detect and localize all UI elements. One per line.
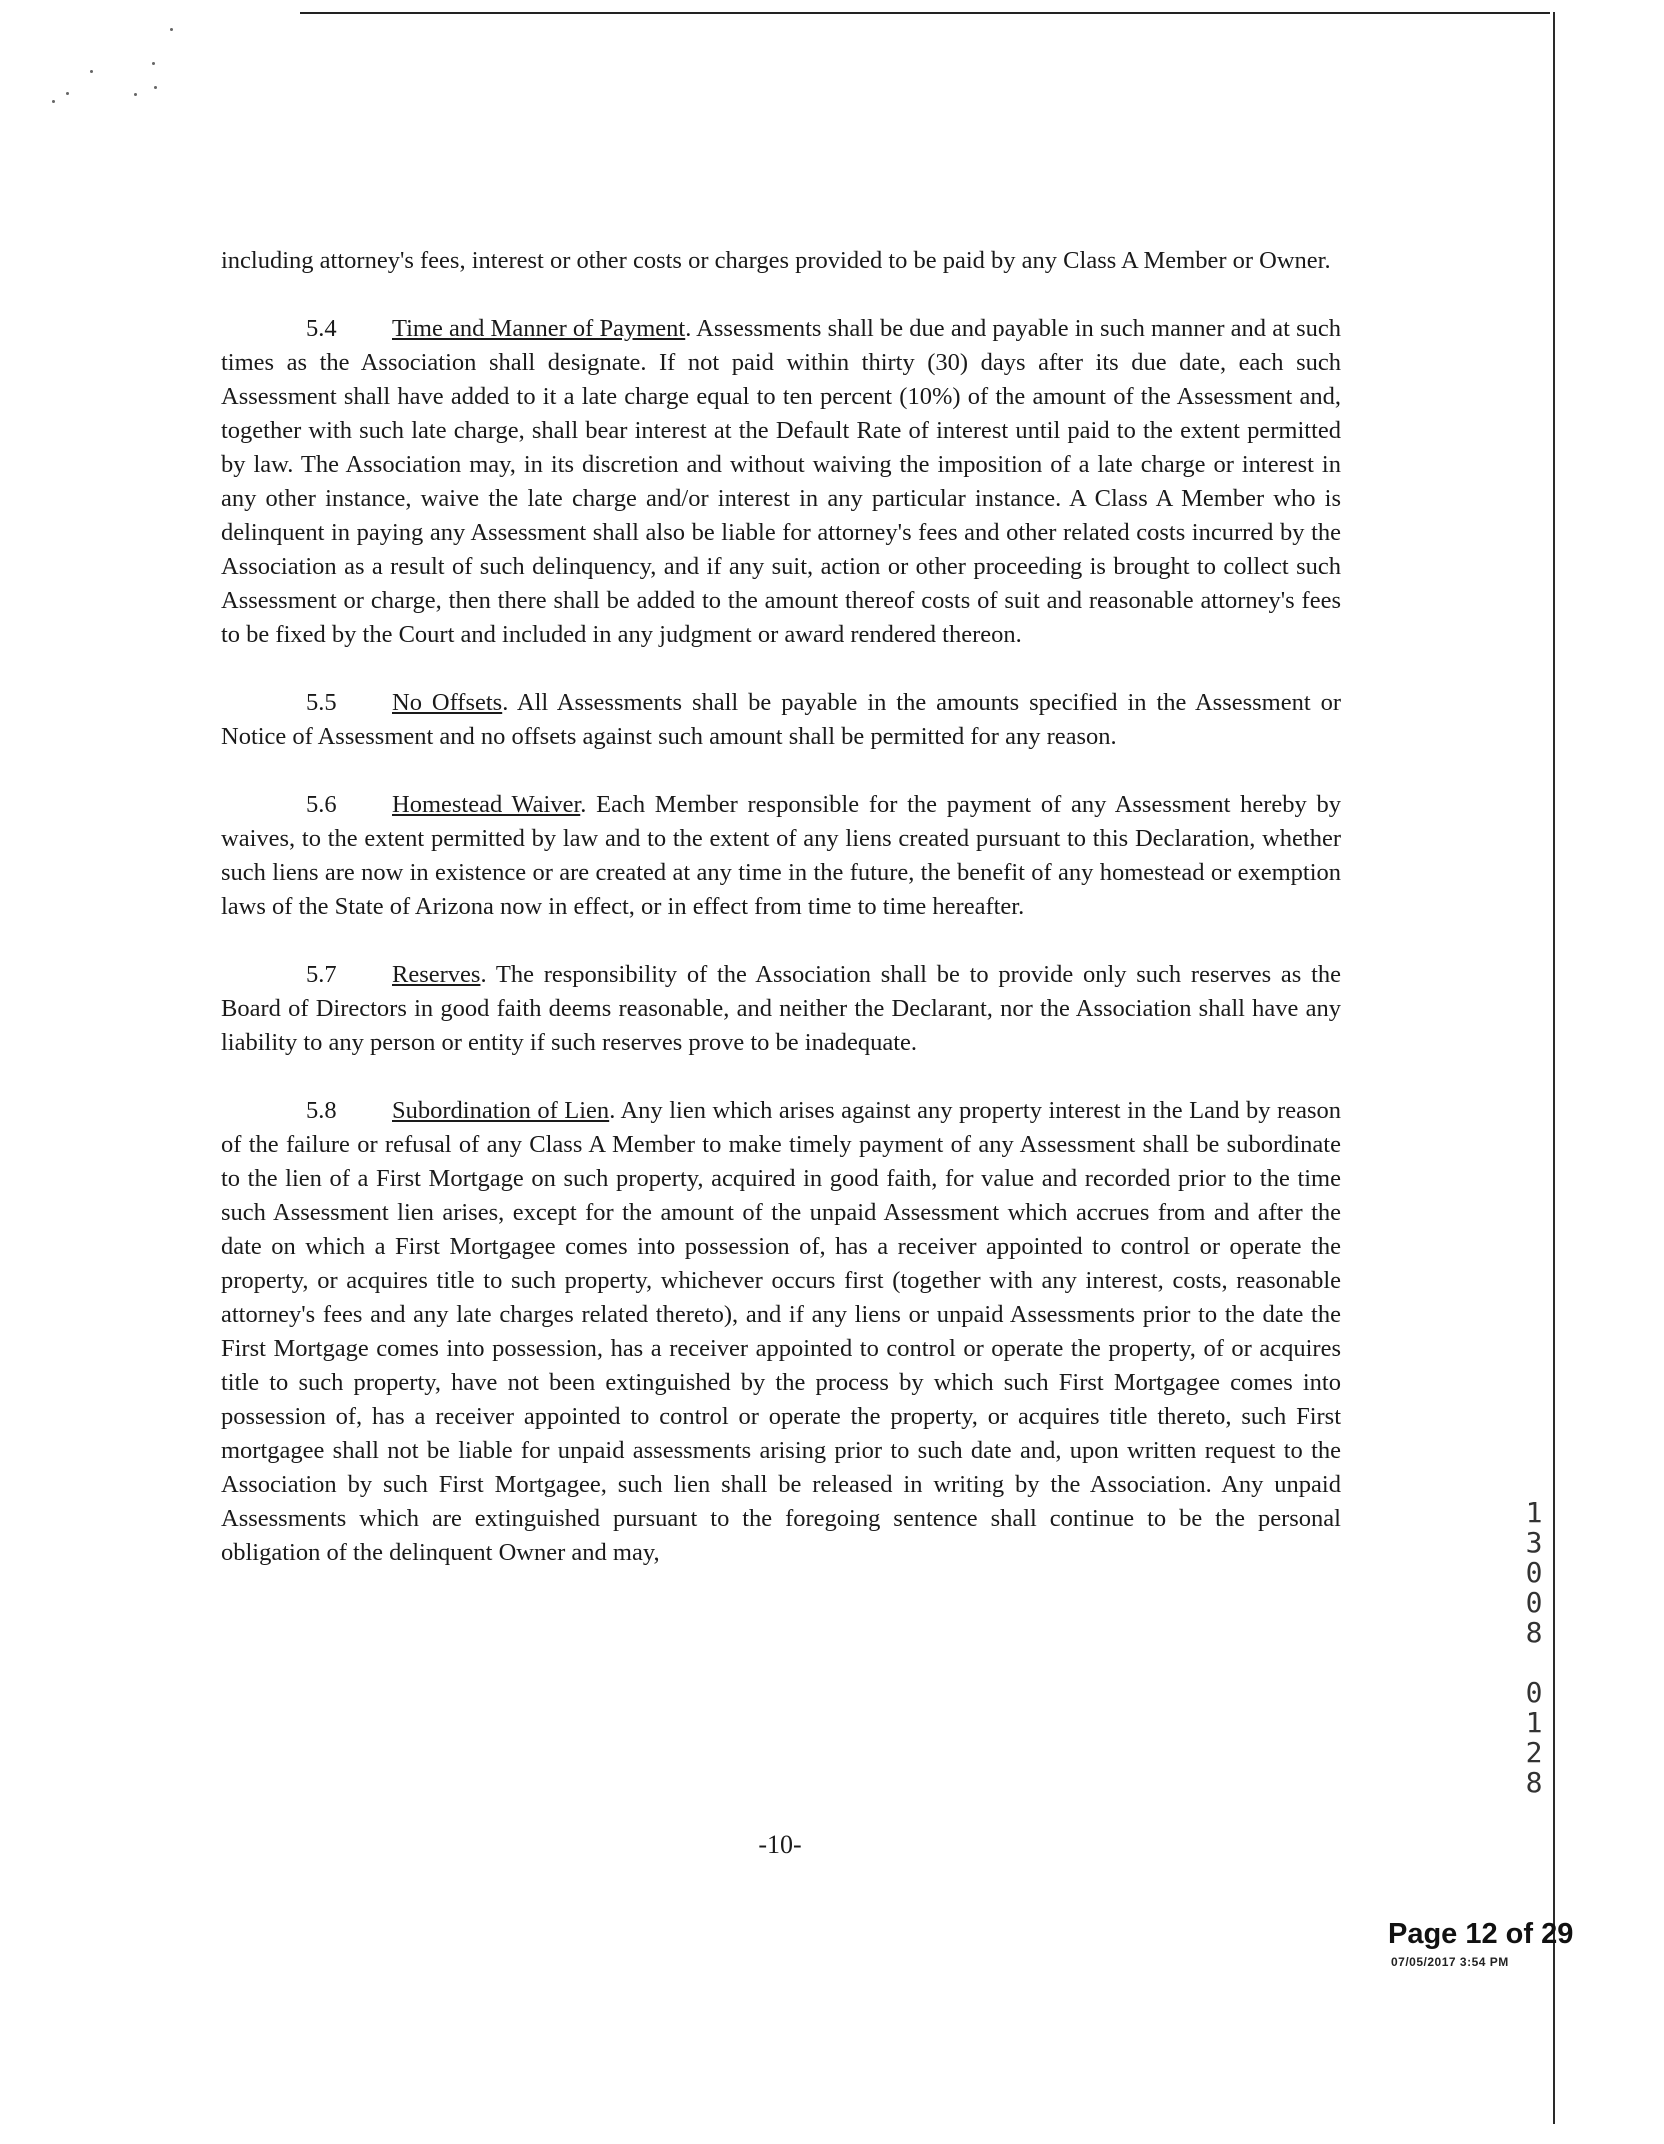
top-border-line — [300, 12, 1550, 14]
recording-number-digit: 8 — [1525, 1766, 1543, 1799]
recording-number-digit: 0 — [1525, 1556, 1543, 1589]
section-text: . Each Member responsible for the payment of any Assessment hereby by waives, to the extent permitted by law and to the extent of any liens created pursuant to this Declaration, whether such liens are now in existence or are created at any time in the future, the benefit of any homestead or exemption laws of the State of Arizona now in effect, or in effect from time to time hereafter. — [221, 791, 1341, 920]
section-text: . The responsibility of the Association shall be to provide only such reserves as the Board of Directors in good faith deems reasonable, and neither the Declarant, nor the Association shall have any liability to any person or entity if such reserves prove to be inadequate. — [221, 961, 1341, 1056]
section-text: . All Assessments shall be payable in the amounts specified in the Assessment or Notice of Assessment and no offsets against such amount shall be permitted for any reason. — [221, 689, 1341, 750]
recording-number-digit: 3 — [1525, 1526, 1543, 1559]
recording-number-digit: 0 — [1525, 1586, 1543, 1619]
scan-speck — [66, 92, 69, 95]
right-border-line — [1553, 12, 1555, 2124]
recording-number-glyphs — [1518, 1498, 1550, 1798]
continuation-paragraph: including attorney's fees, interest or other costs or charges provided to be paid by any Class A Member or Owner. — [221, 247, 1331, 274]
section-title: Homestead Waiver — [392, 791, 581, 818]
section-text: . Any lien which arises against any property interest in the Land by reason of the failure or refusal of any Class A Member to make timely payment of any Assessment shall be subordinate to the lien of a First Mortgage on such property, acquired in good faith, for value and recorded prior to the time such Assessment lien arises, except for the amount of the unpaid Assessment which accrues from and after the date on which a First Mortgagee comes into possession of, has a receiver appointed to control or operate the property, or acquires title to such property, whichever occurs first (together with any interest, costs, reasonable attorney's fees and any late charges related thereto), and if any liens or unpaid Assessments prior to the date the First Mortgage comes into possession, has a receiver appointed to control or operate the property, of or acquires title to such property, have not been extinguished by the process by which such First Mortgagee comes into possession of, has a receiver appointed to control or operate the property, or acquires title thereto, such First mortgagee shall not be liable for unpaid assessments arising prior to such date and, upon written request to the Association by such First Mortgagee, such lien shall be released in writing by the Association. Any unpaid Assessments which are extinguished pursuant to the foregoing sentence shall continue to be the personal obligation of the delinquent Owner and may, — [221, 1097, 1341, 1566]
section-number: 5.7 — [306, 961, 337, 988]
stamp-timestamp: 07/05/2017 3:54 PM — [1391, 1955, 1509, 1969]
recording-number-digit: 1 — [1525, 1496, 1543, 1529]
scan-speck — [134, 93, 137, 96]
section-5-4 — [221, 312, 1341, 652]
scan-speck — [154, 86, 157, 89]
page-number: -10- — [758, 1830, 802, 1859]
section-text: . Assessments shall be due and payable in such manner and at such times as the Association shall designate. If not paid within thirty (30) days after its due date, each such Assessment shall have added to it a late charge equal to ten percent (10%) of the amount of the Assessment and, together with such late charge, shall bear interest at the Default Rate of interest until paid to the extent permitted by law. The Association may, in its discretion and without waiving the imposition of a late charge or interest in any other instance, waive the late charge and/or interest in any particular instance. A Class A Member who is delinquent in paying any Assessment shall also be liable for attorney's fees and other related costs incurred by the Association as a result of such delinquency, and if any suit, action or other proceeding is brought to collect such Assessment or charge, then there shall be added to the amount thereof costs of suit and reasonable attorney's fees to be fixed by the Court and included in any judgment or award rendered thereon. — [221, 315, 1341, 648]
section-title: Reserves — [392, 961, 481, 988]
scan-speck — [52, 100, 55, 103]
section-5-5 — [221, 686, 1341, 754]
page-count-stamp: Page 12 of 29 — [1388, 1918, 1574, 1950]
section-number: 5.6 — [306, 791, 337, 818]
scan-speck — [152, 62, 155, 65]
scan-speck — [90, 70, 93, 73]
section-number: 5.5 — [306, 689, 337, 716]
section-5-6 — [221, 788, 1341, 924]
scan-speck — [170, 28, 173, 31]
recording-number-digit: 1 — [1525, 1706, 1543, 1739]
section-number: 5.4 — [306, 315, 337, 342]
section-5-7 — [221, 958, 1341, 1060]
recording-number-digit: 2 — [1525, 1736, 1543, 1769]
document-body — [221, 244, 1341, 1604]
section-title: Time and Manner of Payment — [392, 315, 686, 342]
recording-number-digit: 0 — [1525, 1676, 1543, 1709]
recording-number-vertical — [1518, 1498, 1550, 1798]
section-number: 5.8 — [306, 1097, 337, 1124]
section-title: No Offsets — [392, 689, 503, 716]
recording-number-gap — [1518, 1648, 1550, 1678]
section-title: Subordination of Lien — [392, 1097, 610, 1124]
recording-number-digit: 8 — [1525, 1616, 1543, 1649]
section-5-8 — [221, 1094, 1341, 1570]
